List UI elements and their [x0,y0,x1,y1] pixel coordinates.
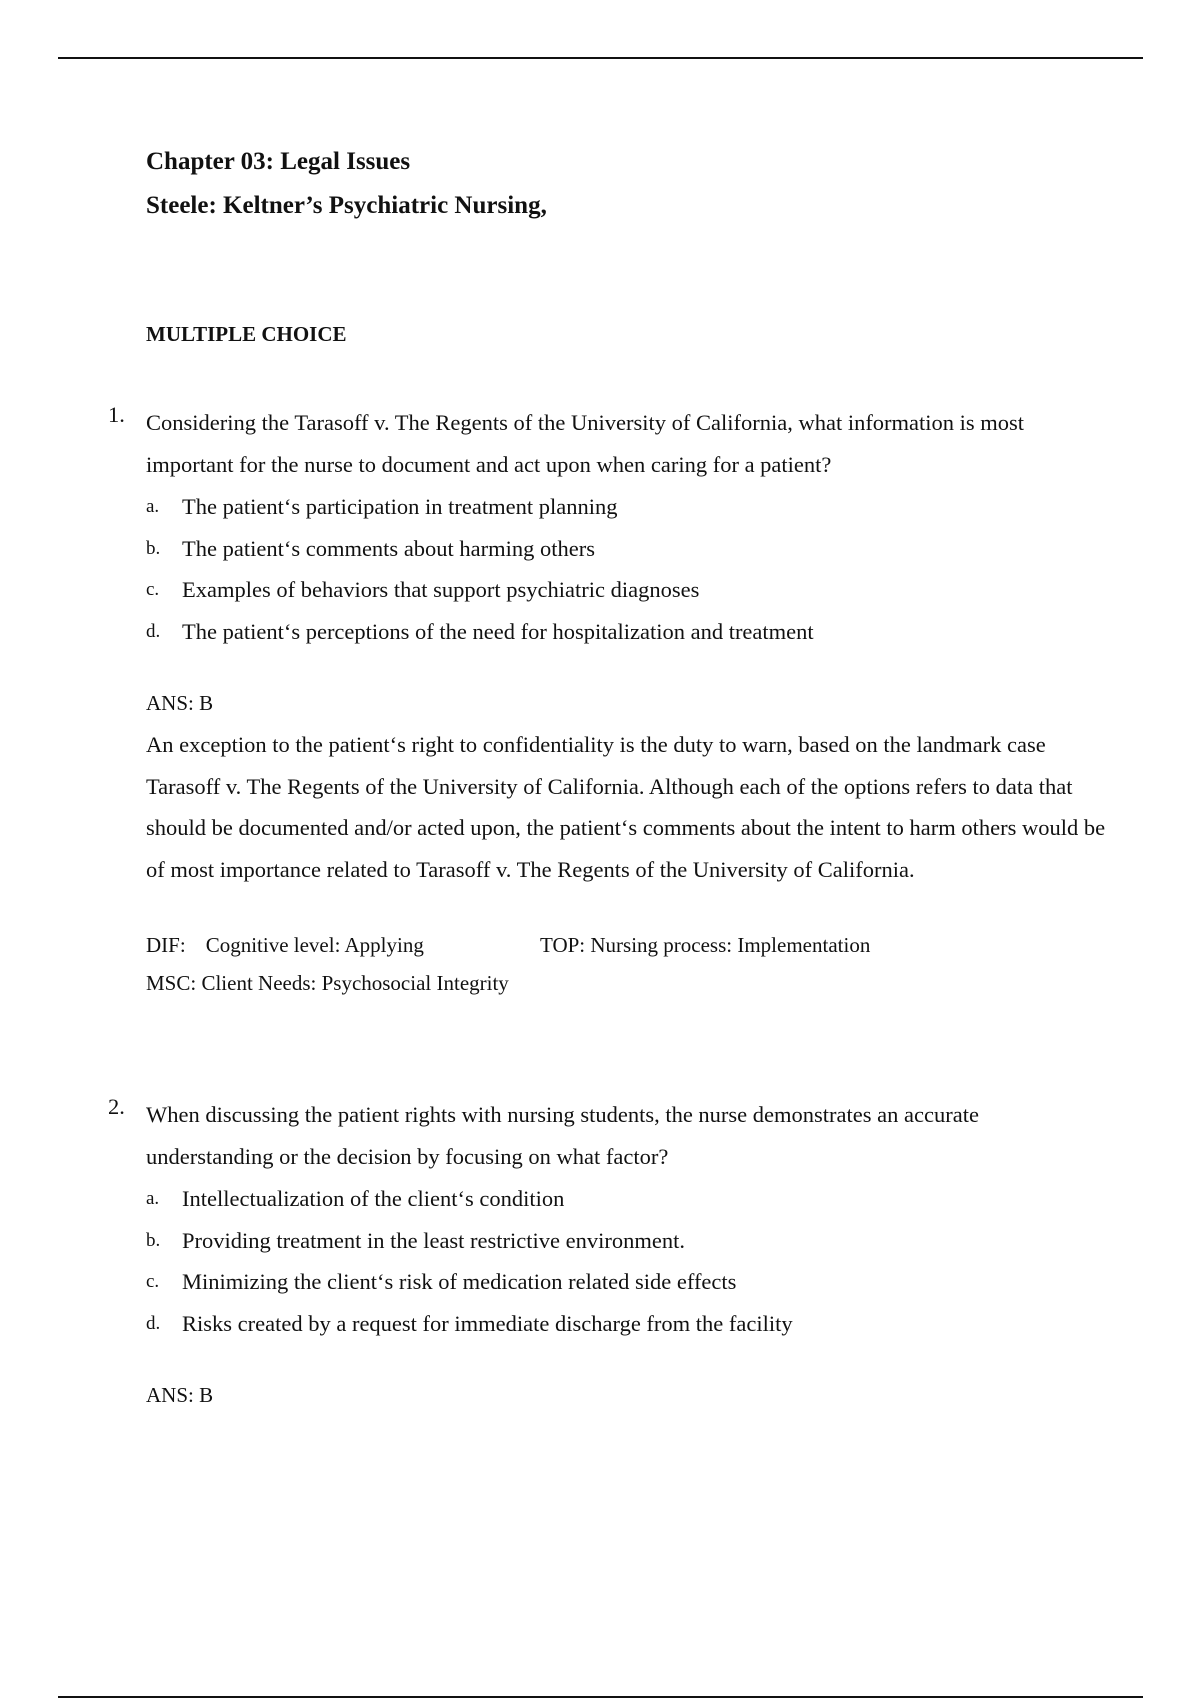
answer-rationale: An exception to the patient‘s right to confidentiality is the duty to warn, based on the landmark case Tarasoff v. The Regents of the University of California. Although each of the options refers to data that should be documented and/or acted upon, the patient‘s comments about the intent to harm others would be of most importance related to Tarasoff v. The Regents of the University of California. [146,732,1106,882]
option-letter: b. [146,537,161,559]
option-letter: d. [146,1312,161,1334]
answer-options [146,486,1106,652]
section-heading: MULTIPLE CHOICE [146,322,347,346]
question-number: 2. [108,1094,125,1119]
answer-key: ANS: B [146,1383,214,1407]
difficulty-label: DIF: [146,933,186,957]
document-body [108,140,1106,1407]
chapter-title: Chapter 03: Legal Issues [146,148,411,175]
option-d [146,1303,1106,1345]
book-title: Steele: Keltner’s Psychiatric Nursing, [146,192,547,219]
option-text: The patient‘s perceptions of the need for hospitalization and treatment [182,618,814,644]
answer-key: ANS: B [146,691,214,715]
question-stem: Considering the Tarasoff v. The Regents of the University of California, what information is most important for the nurse to document and act upon when caring for a patient? [146,410,1025,477]
option-letter: c. [146,579,160,600]
bottom-rule [58,1696,1143,1698]
option-b [146,1220,1106,1262]
option-text: Examples of behaviors that support psychiatric diagnoses [182,577,700,602]
option-text: Providing treatment in the least restrictive environment. [182,1227,685,1253]
option-letter: b. [146,1229,161,1251]
option-letter: c. [146,1271,160,1292]
difficulty-value: Cognitive level: Applying [205,933,424,957]
option-text: The patient‘s comments about harming others [182,535,596,561]
option-a [146,486,1106,528]
option-c [146,569,1106,611]
question-1 [108,402,1106,1002]
option-text: Risks created by a request for immediate discharge from the facility [182,1310,793,1336]
option-b [146,528,1106,570]
option-text: The patient‘s participation in treatment planning [182,494,618,519]
question-number: 1. [108,402,125,427]
question-2 [108,1094,1106,1416]
option-letter: d. [146,620,161,642]
answer-options [146,1178,1106,1344]
option-letter: a. [146,1188,160,1209]
difficulty [146,926,540,964]
question-stem: When discussing the patient rights with nursing students, the nurse demonstrates an accurate understanding or the decision by focusing on what factor? [146,1102,979,1169]
question-metadata [146,926,1106,1002]
topic: TOP: Nursing process: Implementation [540,933,871,957]
option-c [146,1261,1106,1303]
top-rule [58,57,1143,59]
client-needs: MSC: Client Needs: Psychosocial Integrity [146,971,509,995]
option-letter: a. [146,496,160,517]
option-a [146,1178,1106,1220]
option-d [146,611,1106,653]
option-text: Intellectualization of the client‘s condition [182,1186,565,1211]
option-text: Minimizing the client‘s risk of medication related side effects [182,1269,737,1294]
